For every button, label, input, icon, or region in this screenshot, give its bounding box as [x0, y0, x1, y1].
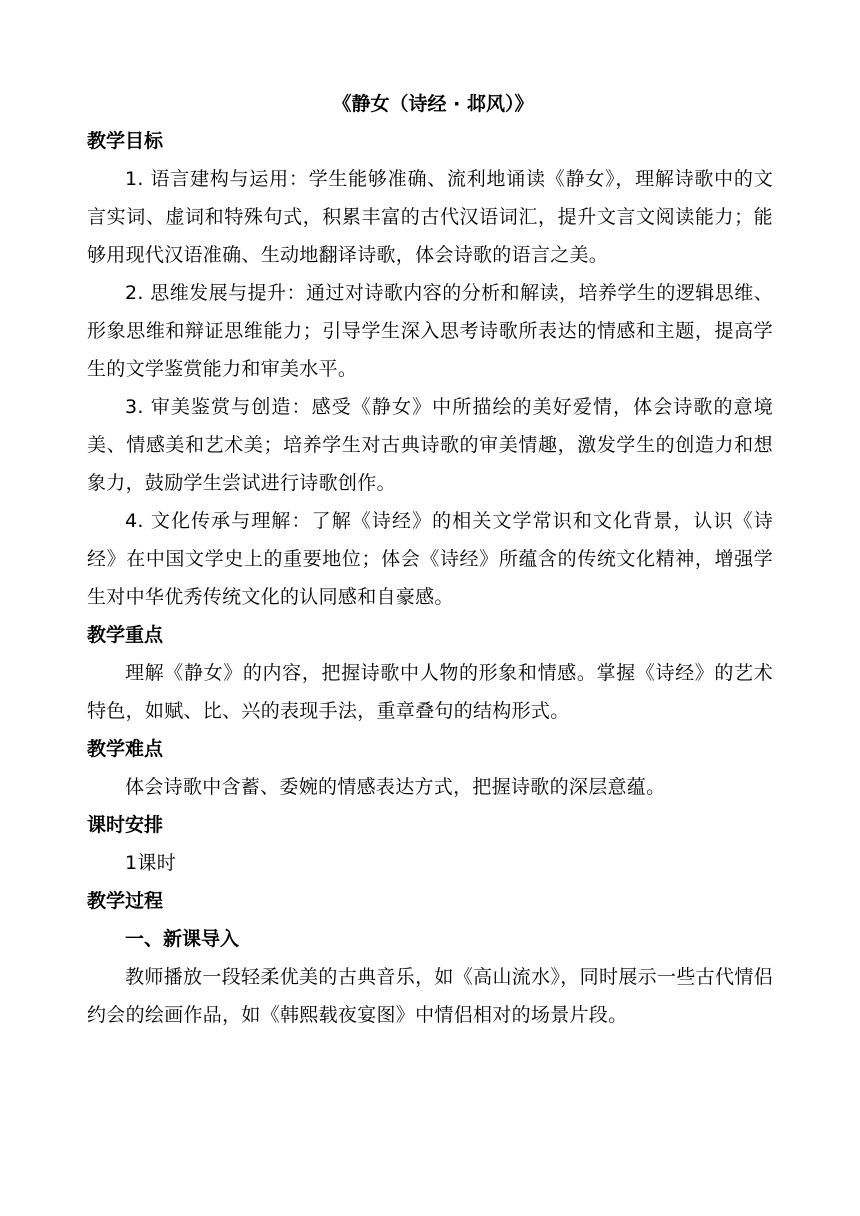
- key-points-text: 理解《静女》的内容，把握诗歌中人物的形象和情感。掌握《诗经》的艺术特色，如赋、比、兴的表现手法，重章叠句的结构形式。: [87, 662, 773, 722]
- objective-item-2: 2. 思维发展与提升：通过对诗歌内容的分析和解读，培养学生的逻辑思维、形象思维和辩证思维能力；引导学生深入思考诗歌所表达的情感和主题，提高学生的文学鉴赏能力和审美水平。: [87, 282, 773, 380]
- objectives-heading: 教学目标: [87, 130, 164, 152]
- document-body: [87, 86, 773, 1034]
- schedule-text: 1课时: [125, 852, 176, 874]
- document-title: 《静女（诗经 · 邶风）》: [332, 93, 534, 115]
- objective-item-3: 3. 审美鉴赏与创造：感受《静女》中所描绘的美好爱情，体会诗歌的意境美、情感美和艺术美；培养学生对古典诗歌的审美情趣，激发学生的创造力和想象力，鼓励学生尝试进行诗歌创作。: [87, 396, 773, 494]
- key-points-heading: 教学重点: [87, 624, 164, 646]
- objective-item-4: 4. 文化传承与理解：了解《诗经》的相关文学常识和文化背景，认识《诗经》在中国文学史上的重要地位；体会《诗经》所蕴含的传统文化精神，增强学生对中华优秀传统文化的认同感和自豪感。: [87, 510, 773, 608]
- difficulties-text: 体会诗歌中含蓄、委婉的情感表达方式，把握诗歌的深层意蕴。: [125, 776, 666, 798]
- difficulties-heading: 教学难点: [87, 738, 164, 760]
- schedule-heading: 课时安排: [87, 814, 164, 836]
- process-subheading: 一、新课导入: [125, 928, 240, 950]
- objective-item-1: 1. 语言建构与运用：学生能够准确、流利地诵读《静女》，理解诗歌中的文言实词、虚词和特殊句式，积累丰富的古代汉语词汇，提升文言文阅读能力；能够用现代汉语准确、生动地翻译诗歌，体会诗歌的语言之美。: [87, 168, 773, 266]
- process-heading: 教学过程: [87, 890, 164, 912]
- process-text: 教师播放一段轻柔优美的古典音乐，如《高山流水》，同时展示一些古代情侣约会的绘画作品，如《韩熙载夜宴图》中情侣相对的场景片段。: [87, 966, 773, 1026]
